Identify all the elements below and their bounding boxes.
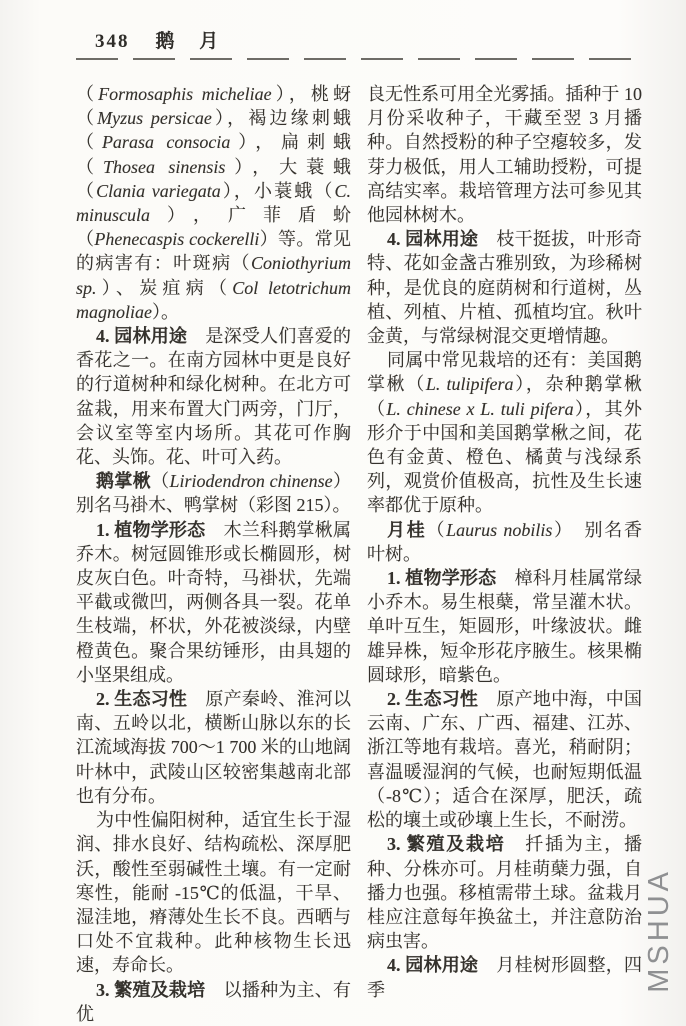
text-columns [76,82,642,1026]
watermark: MSHUA [643,868,675,993]
para-garden-use-michelia [76,324,351,469]
paragraph-text: 原产秦岭、淮河以南、五岭以北，横断山脉以东的长江流域海拔 700～1 700 米的山地阔叶林中，武陵山区较密集越南北部也有分布。 [76,689,352,806]
para-morphology-liriodendron [76,518,351,687]
entry-name: 鹅掌楸 [96,471,152,492]
paragraph-label: 1. 植物学形态 [96,519,206,540]
paragraph-text: 原产地中海，中国云南、广东、广西、福建、江苏、浙江等地有栽培。喜光，稍耐阴；喜温暖湿润的气候，也耐短期低温（-8℃）；适合在深厚，肥沃，疏松的壤土或砂壤上生长，不耐涝。 [367,689,643,831]
paragraph-text: 为中性偏阳树种，适宜生长于湿润、排水良好、结构疏松、深厚肥沃，酸性至弱碱性土壤。有一定耐寒性，能耐 -15℃的低温，干旱、湿洼地，瘠薄处生长不良。西晒与口处不宜栽种。此种核物生长迅速，寿命长。 [76,810,351,976]
para-propagation-liriodendron-continuation [367,82,642,227]
para-morphology-laurus [367,566,642,687]
entry-laurus-nobilis [367,518,642,566]
para-ecology-laurus [367,687,642,832]
paragraph-text: （Laurus nobilis） 别名香叶树。 [367,519,642,564]
paragraph-text: 扦插为主，播种、分株亦可。月桂萌蘖力强，自播力也强。移植需带土球。盆栽月桂应注意每年换盆土，并注意防治病虫害。 [367,834,642,952]
paragraph-label: 4. 园林用途 [96,326,188,347]
paragraph-text: 樟科月桂属常绿小乔木。易生根蘖，常呈灌木状。单叶互生，矩圆形，叶缘波状。雌雄异株，短伞形花序腋生。核果椭圆球形，暗紫色。 [367,568,643,685]
paragraph-text: 枝干挺拔，叶形奇特、花如金盏古雅别致，为珍稀树种，是优良的庭荫树和行道树，丛植、列植、片植、孤植均宜。秋叶金黄，与常绿树混交更增情趣。 [367,229,643,347]
right-column [367,82,642,1026]
entry-liriodendron-chinense [76,469,351,517]
paragraph-text: 良无性系可用全光雾插。插种于 10 月份采收种子，干藏至翌 3 月播种。自然授粉的种子空瘪较多，发芽力极低，用人工辅助授粉，可提高结实率。栽培管理方法可参见其他园林树木。 [367,84,642,226]
paragraph-text: 是深受人们喜爱的香花之一。在南方园林中更是良好的行道树种和绿化树种。在北方可盆栽，用来布置大门两旁，门厅，会议室等室内场所。其花可作胸花、头饰。花、叶可入药。 [76,326,352,468]
page-header [95,26,228,53]
para-pest-list-continuation [76,82,351,324]
header-rule [76,58,640,60]
entry-name: 月桂 [387,519,427,540]
paragraph-text: （Formosaphis micheliae），桃蚜（Myzus persicae），褐边缘刺蛾（Parasa consocia），扁刺蛾（Thosea sinensis），大蓑蛾（Clania variegata），小蓑蛾（C. minuscula），广菲盾蚧（Phenecaspis cockerelli）等。常见的病害有：叶斑病（Coniothyrium sp.）、炭疽病（Col letotrichum magnoliae）。 [76,84,352,322]
paragraph-label: 2. 生态习性 [387,689,479,710]
paragraph-text: 月桂树形圆整，四季 [367,955,643,1000]
para-ecology-liriodendron [76,687,351,808]
left-column [76,82,351,1026]
page-number: 348 [95,31,130,52]
paragraph-text: 以播种为主、有优 [76,979,352,1024]
paragraph-text: 木兰科鹅掌楸属乔木。树冠圆锥形或长椭圆形，树皮灰白色。叶奇特，马褂状，先端平截或微凹，两侧各具一裂。花单生枝端，杯状，外花被淡绿，内壁橙黄色。聚合果纺锤形，由具翅的小坚果组成。 [76,519,352,685]
para-garden-use-liriodendron [367,227,642,348]
paragraph-label: 3. 繁殖及栽培 [387,834,506,855]
paragraph-label: 3. 繁殖及栽培 [96,979,206,1000]
para-garden-use-laurus-start [367,953,642,1001]
para-related-species [367,348,642,517]
running-title: 鹅 月 [155,31,229,52]
para-propagation-liriodendron-start [76,978,351,1026]
paragraph-label: 4. 园林用途 [387,229,479,250]
paragraph-label: 4. 园林用途 [387,955,479,976]
para-soil-habit-liriodendron [76,808,351,977]
paragraph-text: （Liriodendron chinense）别名马褂木、鸭掌树（彩图 215）。 [76,471,352,516]
paragraph-label: 2. 生态习性 [96,689,188,710]
paragraph-label: 1. 植物学形态 [387,568,497,589]
paragraph-text: 同属中常见栽培的还有：美国鹅掌楸（L. tulipifera），杂种鹅掌楸（L. chinese x L. tuli pifera），其外形介于中国和美国鹅掌楸之间，花色有金黄、橙色、橘黄与浅绿系列，观赏价值极高，抗性及生长速率都优于原种。 [367,350,643,516]
para-propagation-laurus [367,832,642,953]
